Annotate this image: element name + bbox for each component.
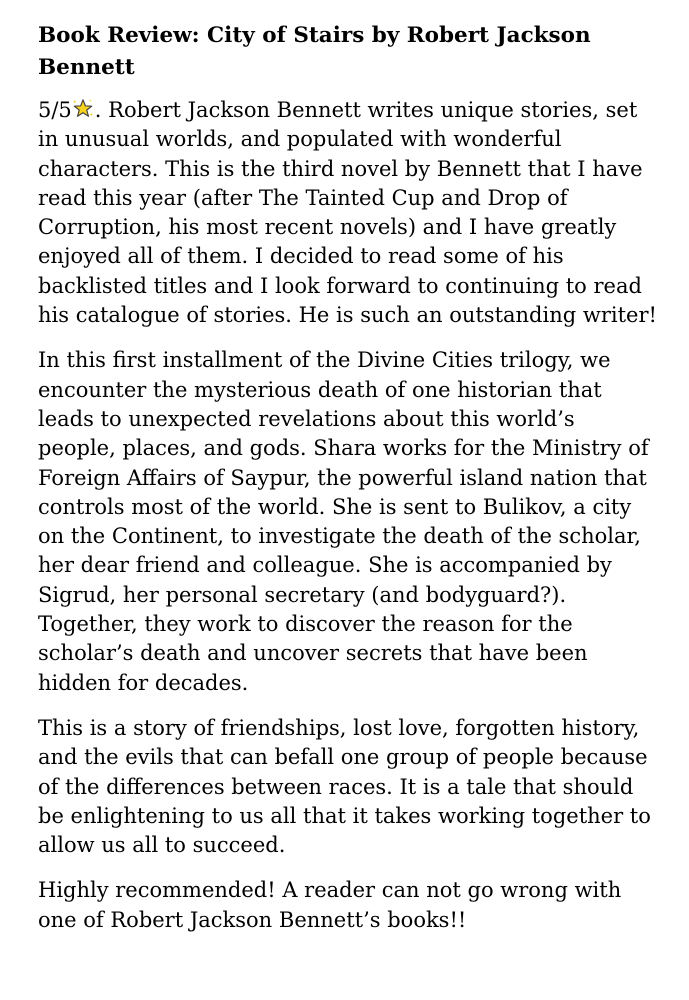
sparkle-star-icon — [72, 98, 94, 120]
review-paragraph-2: In this first installment of the Divine Cities trilogy, we encounter the mysterious death of one historian that leads to unexpected revelations about this world’s people, places, and gods. Shara works for the Ministry of Foreign Affairs of Saypur, the powerful island nation that controls most of the world. She is sent to Bulikov, a city on the Continent, to investigate the death of the scholar, her dear friend and colleague. She is accompanied by Sigrud, her personal secretary (and bodyguard?). Together, they work to discover the reason for the scholar’s death and uncover secrets that have been hidden for decades. — [38, 348, 649, 695]
review-paragraph-1 — [38, 96, 658, 330]
review-paragraph-1-text: . Robert Jackson Bennett writes unique stories, set in unusual worlds, and populated with wonderful characters. This is the third novel by Bennett that I have read this year (after The Tainted Cup and Drop of Corruption, his most recent novels) and I have greatly enjoyed all of them. I decided to read some of his backlisted titles and I look forward to continuing to read his catalogue of stories. He is such an outstanding writer! — [38, 98, 657, 328]
review-paragraph-3: This is a story of friendships, lost love, forgotten history, and the evils that can befall one group of people because of the differences between races. It is a tale that should be enlightening to us all that it takes working together to allow us all to succeed. — [38, 715, 651, 858]
review-document — [38, 20, 658, 951]
rating-score: 5/5 — [38, 98, 72, 122]
review-title: Book Review: City of Stairs by Robert Jackson Bennett — [38, 23, 591, 80]
review-paragraph-4: Highly recommended! A reader can not go wrong with one of Robert Jackson Bennett’s books!! — [38, 878, 622, 932]
